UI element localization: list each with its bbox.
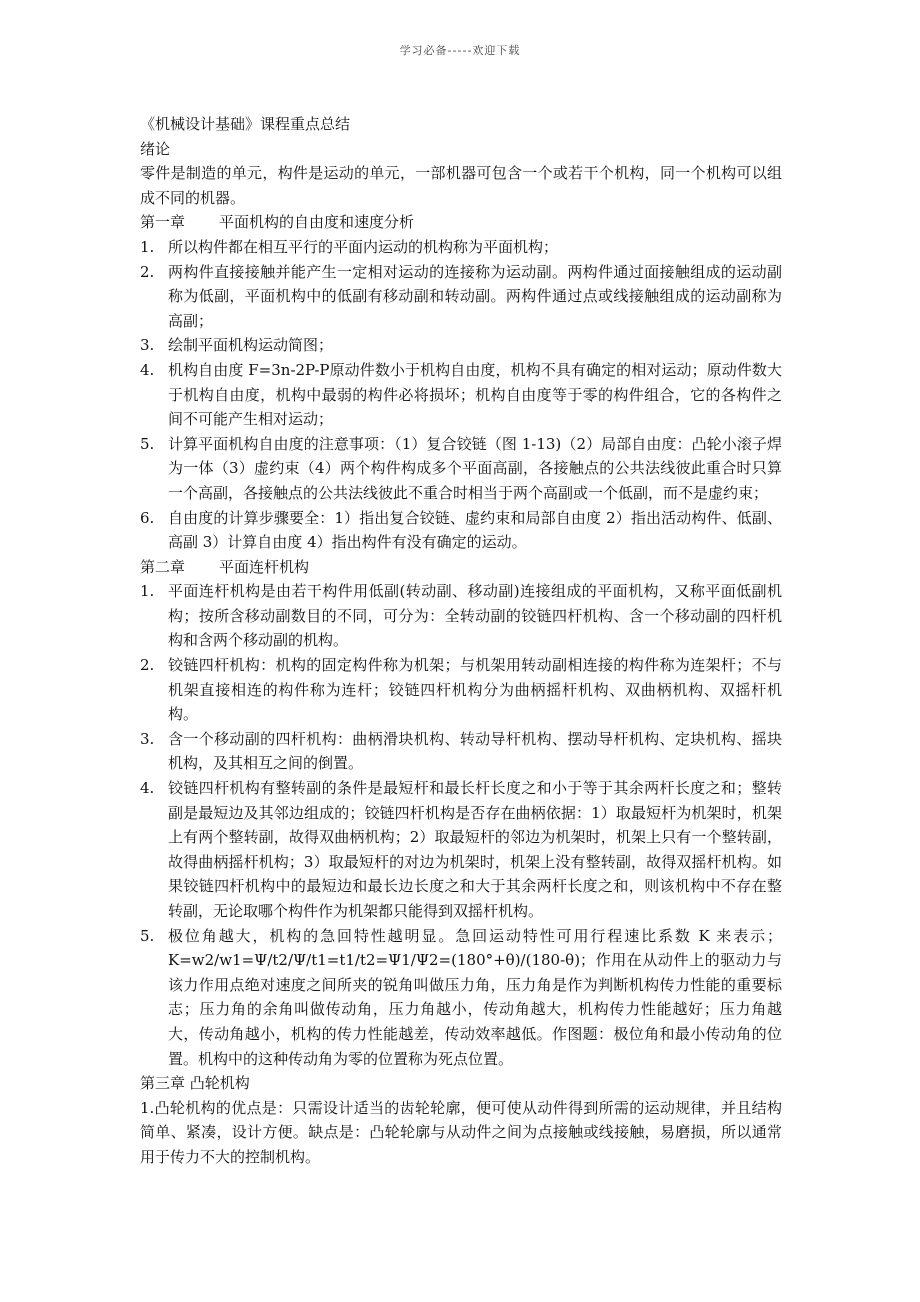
list-item — [140, 235, 782, 260]
list-item — [140, 924, 782, 1072]
chapter3-heading — [140, 1071, 782, 1096]
chapter2-name: 平面连杆机构 — [219, 557, 310, 576]
chapter3-name: 凸轮机构 — [189, 1074, 250, 1093]
list-item-number: 5. — [140, 434, 155, 453]
document-title: 《机械设计基础》课程重点总结 — [140, 115, 351, 133]
chapter3-paragraph: 1.凸轮机构的优点是：只需设计适当的齿轮轮廓，便可使从动件得到所需的运动规律，并且结构简单、紧凑，设计方便。缺点是：凸轮轮廓与从动件之间为点接触或线接触，易磨损，所以通常用于传力不大的控制机构。 — [140, 1098, 782, 1166]
page-header: 学习必备-----欢迎下载 — [399, 44, 521, 57]
list-item-number: 4. — [140, 779, 155, 798]
list-item-text: 机构自由度 F=3n-2P-P原动件数小于机构自由度，机构不具有确定的相对运动；原动件数大于机构自由度，机构中最弱的构件必将损坏；机构自由度等于零的构件组合，它的各构件之间不可能产生相对运动； — [168, 360, 782, 429]
chapter3-label: 第三章 — [140, 1074, 186, 1093]
chapter1-list — [140, 235, 782, 555]
list-item-number: 2. — [140, 656, 155, 675]
chapter1-label: 第一章 — [140, 213, 186, 232]
document-body — [140, 112, 782, 1170]
chapter1-heading — [140, 210, 782, 235]
list-item-text: 铰链四杆机构：机构的固定构件称为机架；与机架用转动副相连接的构件称为连架杆；不与机架直接相连的构件称为连杆；铰链四杆机构分为曲柄摇杆机构、双曲柄机构、双摇杆机构。 — [168, 656, 782, 724]
list-item-number: 4. — [140, 360, 155, 379]
list-item — [140, 579, 782, 653]
list-item — [140, 653, 782, 727]
list-item-text: 计算平面机构自由度的注意事项：（1）复合铰链（图 1-13)（2）局部自由度：凸轮小滚子焊为一体（3）虚约束（4）两个构件构成多个平面高副，各接触点的公共法线彼此重合时只算一个高副，各接触点的公共法线彼此不重合时相当于两个高副或一个低副，而不是虚约束； — [168, 434, 782, 502]
list-item-text: 平面连杆机构是由若干构件用低副(转动副、移动副)连接组成的平面机构，又称平面低副机构；按所含移动副数目的不同，可分为：全转动副的铰链四杆机构、含一个移动副的四杆机构和含两个移动副的机构。 — [168, 582, 782, 650]
intro-paragraph: 零件是制造的单元，构件是运动的单元，一部机器可包含一个或若干个机构，同一个机构可以组成不同的机器。 — [140, 164, 782, 207]
intro-heading: 绪论 — [140, 139, 171, 158]
list-item-number: 2. — [140, 262, 155, 281]
chapter2-list — [140, 579, 782, 1071]
list-item-text: 含一个移动副的四杆机构：曲柄滑块机构、转动导杆机构、摆动导杆机构、定块机构、摇块机构，及其相互之间的倒置。 — [168, 729, 782, 773]
list-item — [140, 432, 782, 506]
list-item — [140, 506, 782, 555]
list-item — [140, 727, 782, 776]
list-item — [140, 358, 782, 432]
list-item-number: 3. — [140, 729, 155, 748]
list-item — [140, 260, 782, 334]
list-item-number: 1. — [140, 582, 155, 601]
list-item-number: 5. — [140, 926, 155, 945]
list-item-number: 3. — [140, 336, 155, 355]
list-item — [140, 776, 782, 924]
list-item-text: 所以构件都在相互平行的平面内运动的机构称为平面机构； — [168, 237, 559, 256]
chapter2-label: 第二章 — [140, 557, 186, 576]
list-item-text: 极位角越大，机构的急回特性越明显。急回运动特性可用行程速比系数 K 来表示；K=w2/w1=Ψ/t2/Ψ/t1=t1/t2=Ψ1/Ψ2=(180°+θ)/(180-θ)；作用在从动件上的驱动力与该力作用点绝对速度之间所夹的锐角叫做压力角，压力角是作为判断机构传力性能的重要标志；压力角的余角叫做传动角，压力角越小，传动角越大，机构传力性能越好；压力角越大，传动角越小，机构的传力性能越差，传动效率越低。作图题：极位角和最小传动角的位置。机构中的这种传动角为零的位置称为死点位置。 — [168, 926, 782, 1068]
chapter1-name: 平面机构的自由度和速度分析 — [219, 213, 415, 232]
list-item-text: 绘制平面机构运动简图； — [168, 336, 334, 355]
list-item-text: 两构件直接接触并能产生一定相对运动的连接称为运动副。两构件通过面接触组成的运动副称为低副，平面机构中的低副有移动副和转动副。两构件通过点或线接触组成的运动副称为高副； — [168, 262, 782, 330]
list-item-text: 铰链四杆机构有整转副的条件是最短杆和最长杆长度之和小于等于其余两杆长度之和；整转副是最短边及其邻边组成的；铰链四杆机构是否存在曲柄依据：1）取最短杆为机架时，机架上有两个整转副，故得双曲柄机构；2）取最短杆的邻边为机架时，机架上只有一个整转副，故得曲柄摇杆机构；3）取最短杆的对边为机架时，机架上没有整转副，故得双摇杆机构。如果铰链四杆机构中的最短边和最长边长度之和大于其余两杆长度之和，则该机构中不存在整转副，无论取哪个构件作为机架都只能得到双摇杆机构。 — [168, 779, 782, 920]
list-item-number: 1. — [140, 237, 155, 256]
list-item — [140, 333, 782, 358]
chapter2-heading — [140, 555, 782, 580]
list-item-text: 自由度的计算步骤要全：1）指出复合铰链、虚约束和局部自由度 2）指出活动构件、低副、高副 3）计算自由度 4）指出构件有没有确定的运动。 — [168, 508, 782, 552]
list-item-number: 6. — [140, 508, 155, 527]
